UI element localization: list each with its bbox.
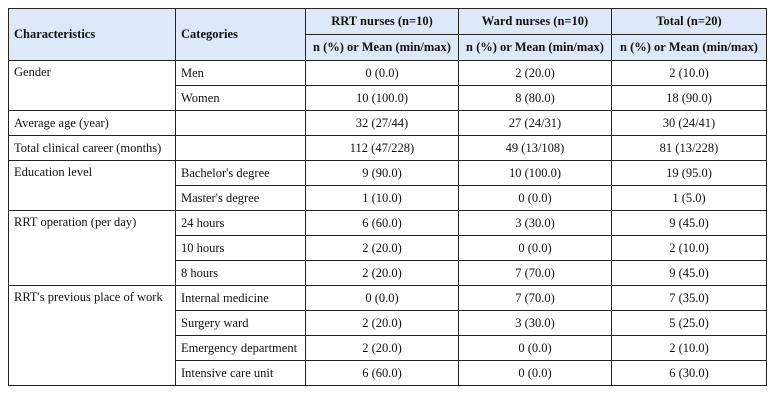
category-cell-empty	[176, 111, 306, 136]
ward-value: 7 (70.0)	[459, 261, 612, 286]
header-characteristics: Characteristics	[9, 9, 176, 61]
ward-value: 49 (13/108)	[459, 136, 612, 161]
category-cell: Master's degree	[176, 186, 306, 211]
rrt-value: 1 (10.0)	[306, 186, 459, 211]
category-cell: 8 hours	[176, 261, 306, 286]
total-value: 9 (45.0)	[612, 211, 767, 236]
row-label-previous-work: RRT's previous place of work	[9, 286, 176, 386]
ward-value: 3 (30.0)	[459, 311, 612, 336]
row-label-operation: RRT operation (per day)	[9, 211, 176, 286]
header-ward-nurses: Ward nurses (n=10)	[459, 9, 612, 35]
total-value: 2 (10.0)	[612, 236, 767, 261]
total-value: 2 (10.0)	[612, 61, 767, 86]
rrt-value: 10 (100.0)	[306, 86, 459, 111]
rrt-value: 32 (27/44)	[306, 111, 459, 136]
table-row	[9, 61, 767, 86]
rrt-value: 2 (20.0)	[306, 311, 459, 336]
table-row	[9, 211, 767, 236]
total-value: 7 (35.0)	[612, 286, 767, 311]
category-cell: Men	[176, 61, 306, 86]
category-cell: Emergency department	[176, 336, 306, 361]
total-value: 1 (5.0)	[612, 186, 767, 211]
total-value: 2 (10.0)	[612, 336, 767, 361]
ward-value: 0 (0.0)	[459, 236, 612, 261]
total-value: 6 (30.0)	[612, 361, 767, 386]
category-cell: 10 hours	[176, 236, 306, 261]
ward-value: 2 (20.0)	[459, 61, 612, 86]
rrt-value: 2 (20.0)	[306, 261, 459, 286]
subheader-rrt: n (%) or Mean (min/max)	[306, 35, 459, 61]
category-cell: Women	[176, 86, 306, 111]
category-cell: Surgery ward	[176, 311, 306, 336]
rrt-value: 0 (0.0)	[306, 61, 459, 86]
subheader-total: n (%) or Mean (min/max)	[612, 35, 767, 61]
category-cell: Bachelor's degree	[176, 161, 306, 186]
category-cell: 24 hours	[176, 211, 306, 236]
rrt-value: 9 (90.0)	[306, 161, 459, 186]
table-row	[9, 161, 767, 186]
total-value: 9 (45.0)	[612, 261, 767, 286]
ward-value: 0 (0.0)	[459, 361, 612, 386]
ward-value: 27 (24/31)	[459, 111, 612, 136]
category-cell: Internal medicine	[176, 286, 306, 311]
ward-value: 8 (80.0)	[459, 86, 612, 111]
table-row	[9, 111, 767, 136]
row-label-career: Total clinical career (months)	[9, 136, 176, 161]
rrt-value: 112 (47/228)	[306, 136, 459, 161]
table-row	[9, 286, 767, 311]
table-row	[9, 136, 767, 161]
ward-value: 7 (70.0)	[459, 286, 612, 311]
rrt-value: 2 (20.0)	[306, 336, 459, 361]
ward-value: 3 (30.0)	[459, 211, 612, 236]
header-total: Total (n=20)	[612, 9, 767, 35]
rrt-value: 2 (20.0)	[306, 236, 459, 261]
total-value: 19 (95.0)	[612, 161, 767, 186]
rrt-value: 6 (60.0)	[306, 211, 459, 236]
ward-value: 0 (0.0)	[459, 336, 612, 361]
header-rrt-nurses: RRT nurses (n=10)	[306, 9, 459, 35]
ward-value: 0 (0.0)	[459, 186, 612, 211]
category-cell-empty	[176, 136, 306, 161]
total-value: 81 (13/228)	[612, 136, 767, 161]
subheader-ward: n (%) or Mean (min/max)	[459, 35, 612, 61]
row-label-gender: Gender	[9, 61, 176, 111]
rrt-value: 0 (0.0)	[306, 286, 459, 311]
total-value: 18 (90.0)	[612, 86, 767, 111]
ward-value: 10 (100.0)	[459, 161, 612, 186]
category-cell: Intensive care unit	[176, 361, 306, 386]
header-categories: Categories	[176, 9, 306, 61]
characteristics-table	[8, 8, 767, 386]
total-value: 30 (24/41)	[612, 111, 767, 136]
row-label-education: Education level	[9, 161, 176, 211]
rrt-value: 6 (60.0)	[306, 361, 459, 386]
row-label-age: Average age (year)	[9, 111, 176, 136]
total-value: 5 (25.0)	[612, 311, 767, 336]
